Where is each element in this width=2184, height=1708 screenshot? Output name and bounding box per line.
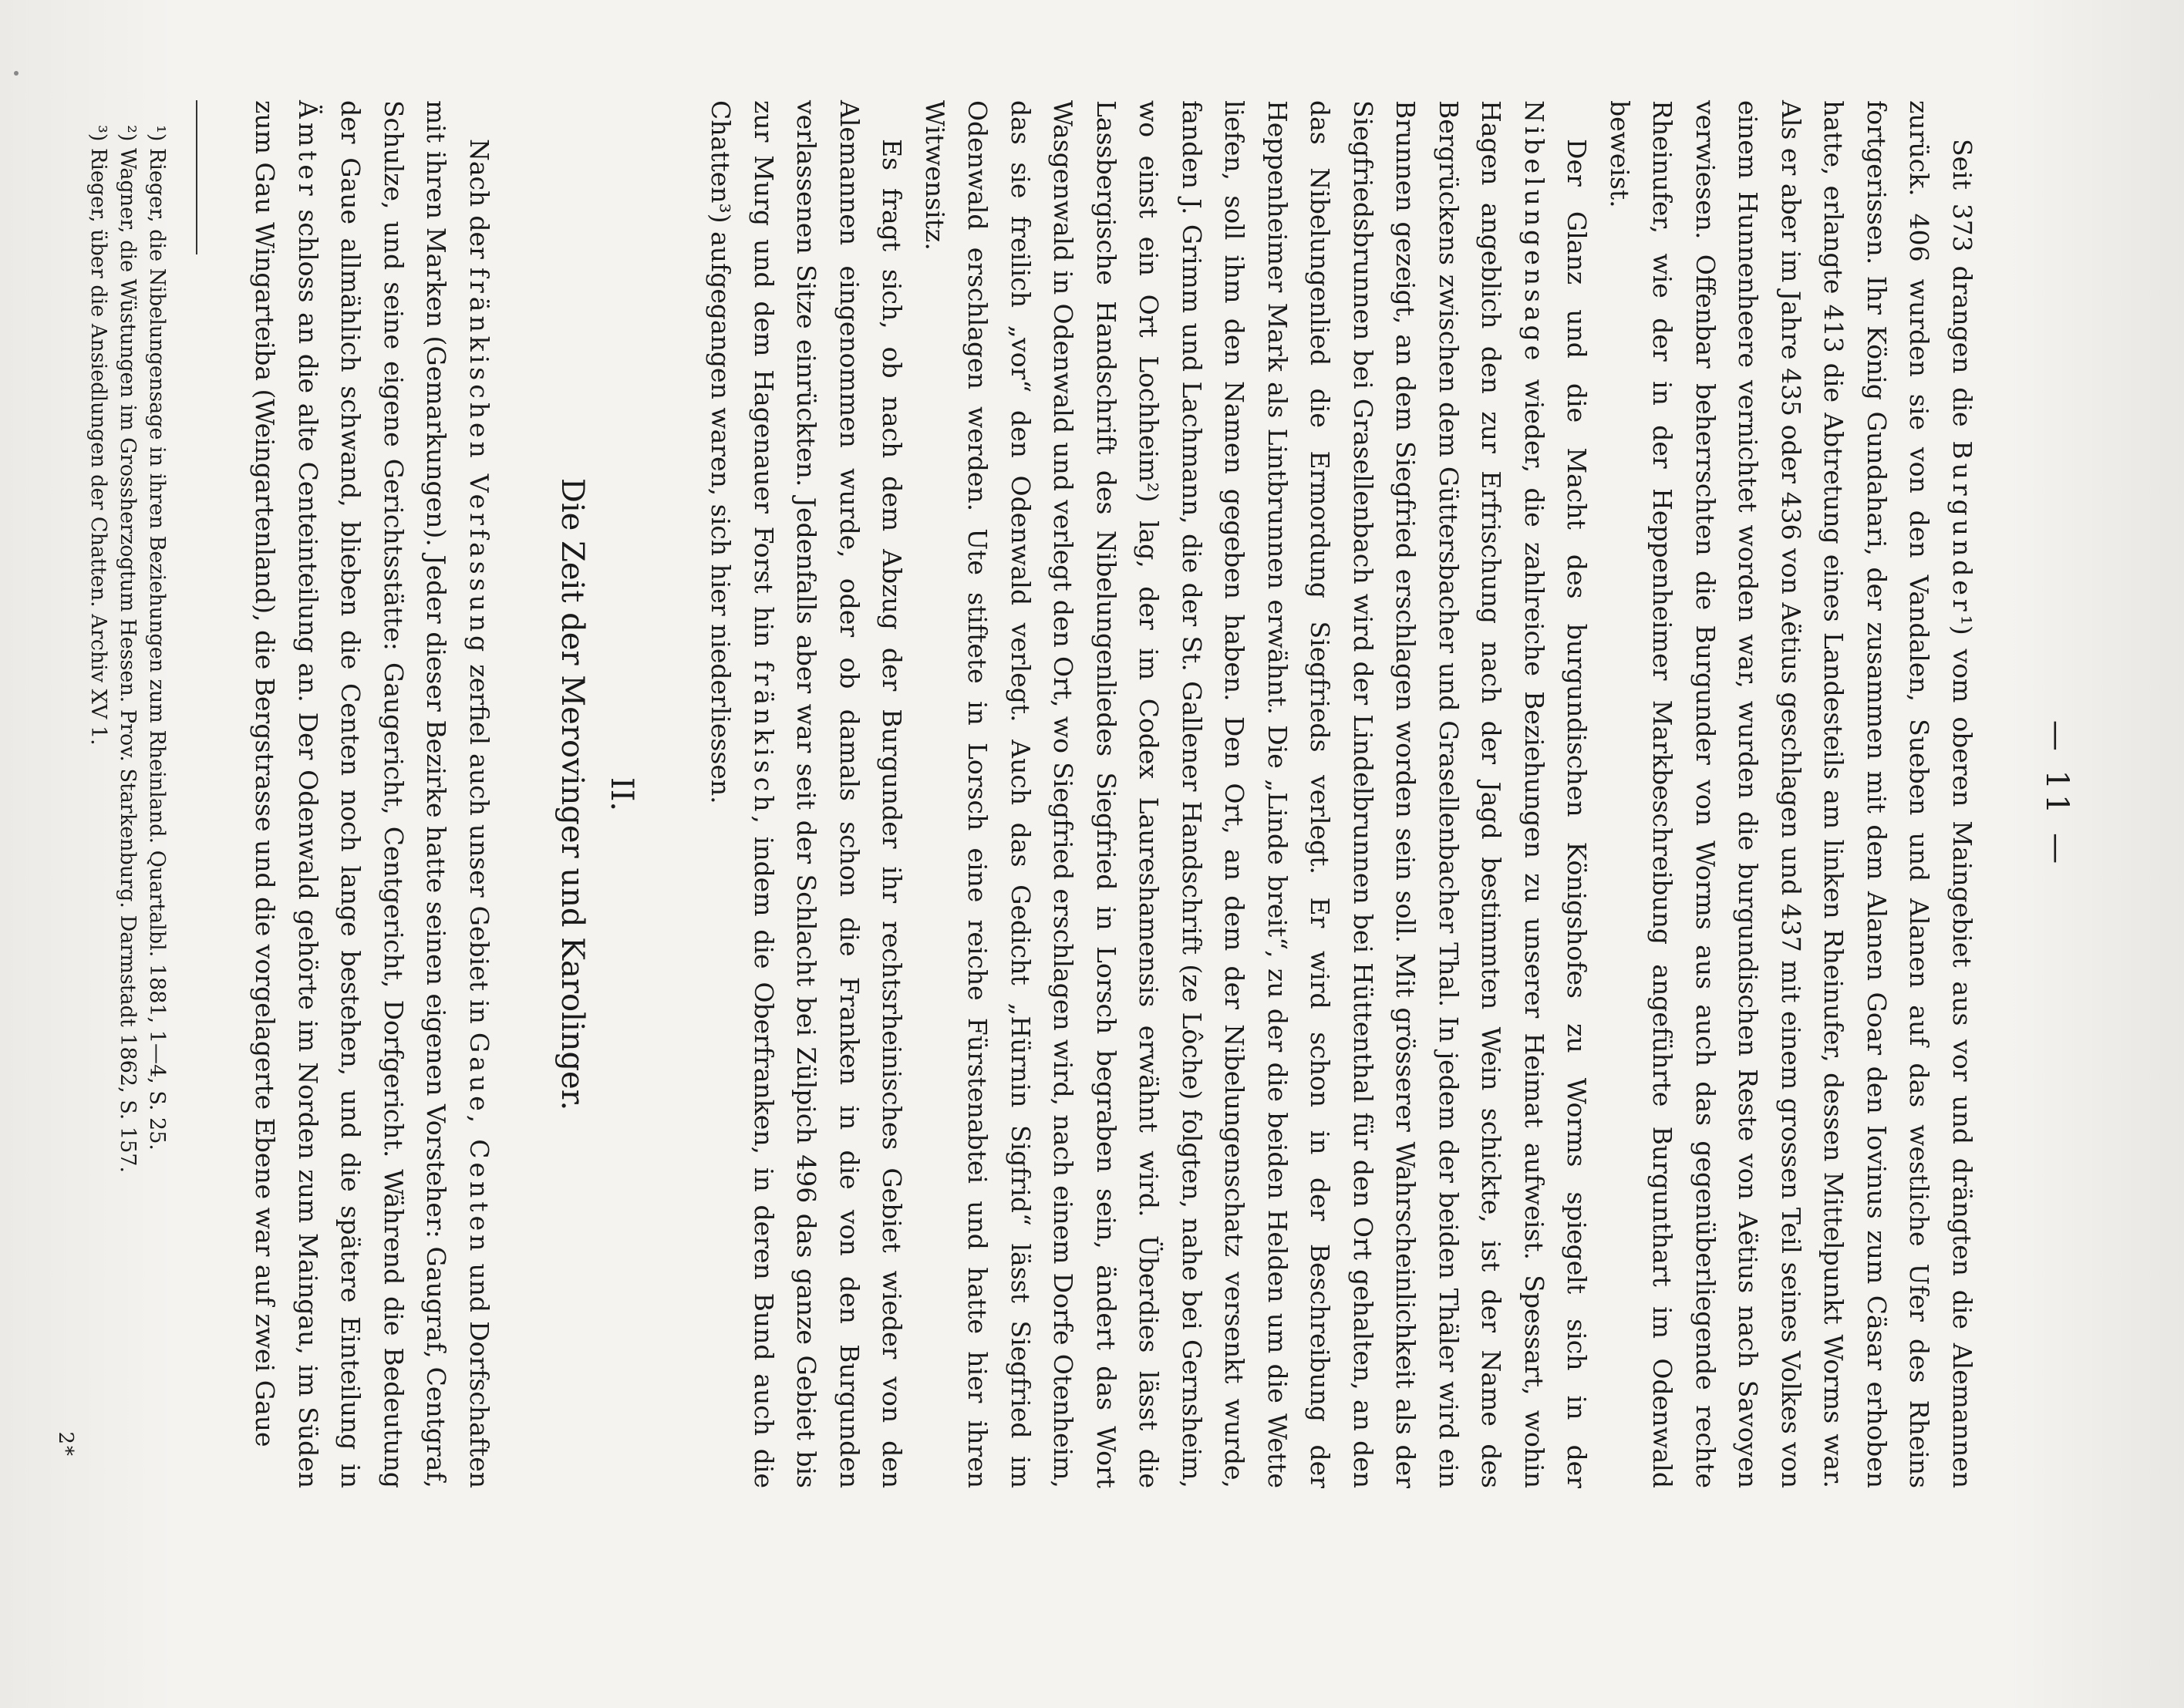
- footnote: ¹) Rieger, die Nibelungensage in ihren Beziehungen zum Rheinland. Quartalbl. 1881, 1—4, S. 25.: [145, 125, 169, 1150]
- footnotes: [83, 100, 171, 1488]
- text-run: schloss an die alte Centeinteilung an. Der Odenwald gehörte im Norden zum Maingau, im Süden zum Gau Wingarteiba (Weingartenland), die Bergstrasse und die vorgelagerte Ebene war auf zwei Gaue: [250, 100, 323, 1488]
- spaced-emphasis: fränkischen Verfassung: [464, 267, 494, 656]
- text-run: Seit 373 drangen die: [1947, 139, 1977, 441]
- footnote: ³) Rieger, über die Ansiedlungen der Chatten. Archiv XV 1.: [86, 125, 110, 746]
- spaced-emphasis: Burgunder: [1947, 440, 1977, 615]
- document-page: [54, 100, 2074, 1488]
- footnote-rule: [196, 100, 197, 254]
- spaced-emphasis: Ämter: [293, 100, 323, 200]
- text-run: Nach der: [464, 139, 494, 268]
- footnote: ²) Wagner, die Wüstungen im Grossherzogtum Hessen. Prov. Starkenburg. Darmstadt 1862, S. 157.: [116, 125, 140, 1174]
- paragraph: [244, 100, 501, 1488]
- signature-mark: 2*: [54, 1431, 77, 1457]
- text-run: zerfiel auch unser Gebiet in: [464, 655, 494, 1033]
- text-run: wieder, die zahlreiche Beziehungen zu unserer Heimat aufweist. Spessart, wohin Hagen angeblich den zur Erfrischung nach der Jagd bestimmten Wein schickte, ist der Name des Bergrückens zwischen dem Güttersbacher und Grasellenbacher Thal. In jedem der beiden Thäler wird ein Brunnen gezeigt, an dem Siegfried erschlagen worden sein soll. Mit grösserer Wahrscheinlichkeit als der Siegfriedsbrunnen bei Grasellenbach wird der Lindelbrunnen bei Hüttenthal für den Ort gehalten, an den das Nibelungenlied die Ermordung Siegfrieds verlegt. Er wird schon in der Beschreibung der Heppenheimer Mark als Lintbrunnen erwähnt. Die „Linde breit“, zu der die beiden Helden um die Wette liefen, soll ihm den Namen gegeben haben. Den Ort, an dem der Nibelungenschatz versenkt wurde, fanden J. Grimm und Lachmann, die der St. Gallener Handschrift (ze Lôche) folgten, nahe bei Gernsheim, wo einst ein Ort Lochheim²) lag, der im Codex Laureshamensis erwähnt wird. Überdies lässt die Lassbergische Handschrift des Nibelungenliedes Siegfried in Lorsch begraben sein, ändert das Wort Wasgenwald in Odenwald und verlegt den Ort, wo Siegfried erschlagen wird, nach einem Dorfe Otenheim, das sie freilich „vor“ den Odenwald verlegt. Auch das Gedicht „Hürnin Sigfrid“ lässt Siegfried im Odenwald erschlagen werden. Ute stiftete in Lorsch eine reiche Fürstenabtei und hatte hier ihren Witwensitz.: [920, 100, 1549, 1488]
- text-run: Der Glanz und die Macht des burgundischen Königshofes zu Worms spiegelt sich in der: [1562, 139, 1592, 1488]
- spaced-emphasis: Nibelungensage: [1519, 100, 1549, 365]
- spaced-emphasis: fränkisch: [749, 660, 779, 816]
- paragraph: [699, 100, 914, 1488]
- section-title: Die Zeit der Merovinger und Karolinger.: [554, 477, 590, 1111]
- scan-speck: [14, 71, 19, 76]
- spaced-emphasis: Gaue, Centen: [464, 1032, 494, 1255]
- body-text-section-ii: [244, 100, 501, 1488]
- page-number: — 11 —: [2039, 719, 2074, 869]
- text-run: , indem die Oberfranken, in deren Bund auch die Chatten³) aufgegangen waren, sich hier niederliessen.: [706, 100, 779, 1488]
- text-run: Es fragt sich, ob nach dem Abzug der Burgunder ihr rechtsrheinisches Gebiet wieder von den Alemannen eingenommen wurde, oder ob damals schon die Franken in die von den Burgunden verlassenen Sitze einrückten. Jedenfalls aber war seit der Schlacht bei Zülpich 496 das ganze Gebiet bis zur Murg und dem Hagenauer Forst hin: [749, 100, 908, 1488]
- paragraph: [914, 100, 1599, 1488]
- body-text: [699, 100, 1983, 1488]
- text-run: und Dorfschaften mit ihren Marken (Gemarkungen). Jeder dieser Bezirke hatte seinen eigenen Vorsteher: Gaugraf, Centgraf, Schulze, und seine eigene Gerichtsstätte: Gaugericht, Centgericht, Dorfgericht. Während die Bedeutung der Gaue allmählich schwand, blieben die Centen noch lange bestehen, und die spätere Einteilung in: [335, 100, 494, 1488]
- paragraph: [1599, 100, 1984, 1488]
- text-run: ¹) vom oberen Maingebiet aus vor und drängten die Alemannen zurück. 406 wurden sie von den Vandalen, Sueben und Alanen auf das westliche Ufer des Rheins fortgerissen. Ihr König Gundahari, der zusammen mit dem Alanen Goar den Iovinus zum Cäsar erhoben hatte, erlangte 413 die Abtretung eines Landesteils am linken Rheinufer, dessen Mittelpunkt Worms war. Als er aber im Jahre 435 oder 436 von Aëtius geschlagen und 437 mit einem grossen Teil seines Volkes von einem Hunnenheere vernichtet worden war, wurden die burgundischen Reste von Aëtius nach Savoyen verwiesen. Offenbar beherrschten die Burgunder von Worms aus auch das gegenüberliegende rechte Rheinufer, wie der in der Heppenheimer Markbeschreibung angeführte Burgunthart im Odenwald beweist.: [1605, 100, 1977, 1488]
- section-number: II.: [604, 777, 639, 812]
